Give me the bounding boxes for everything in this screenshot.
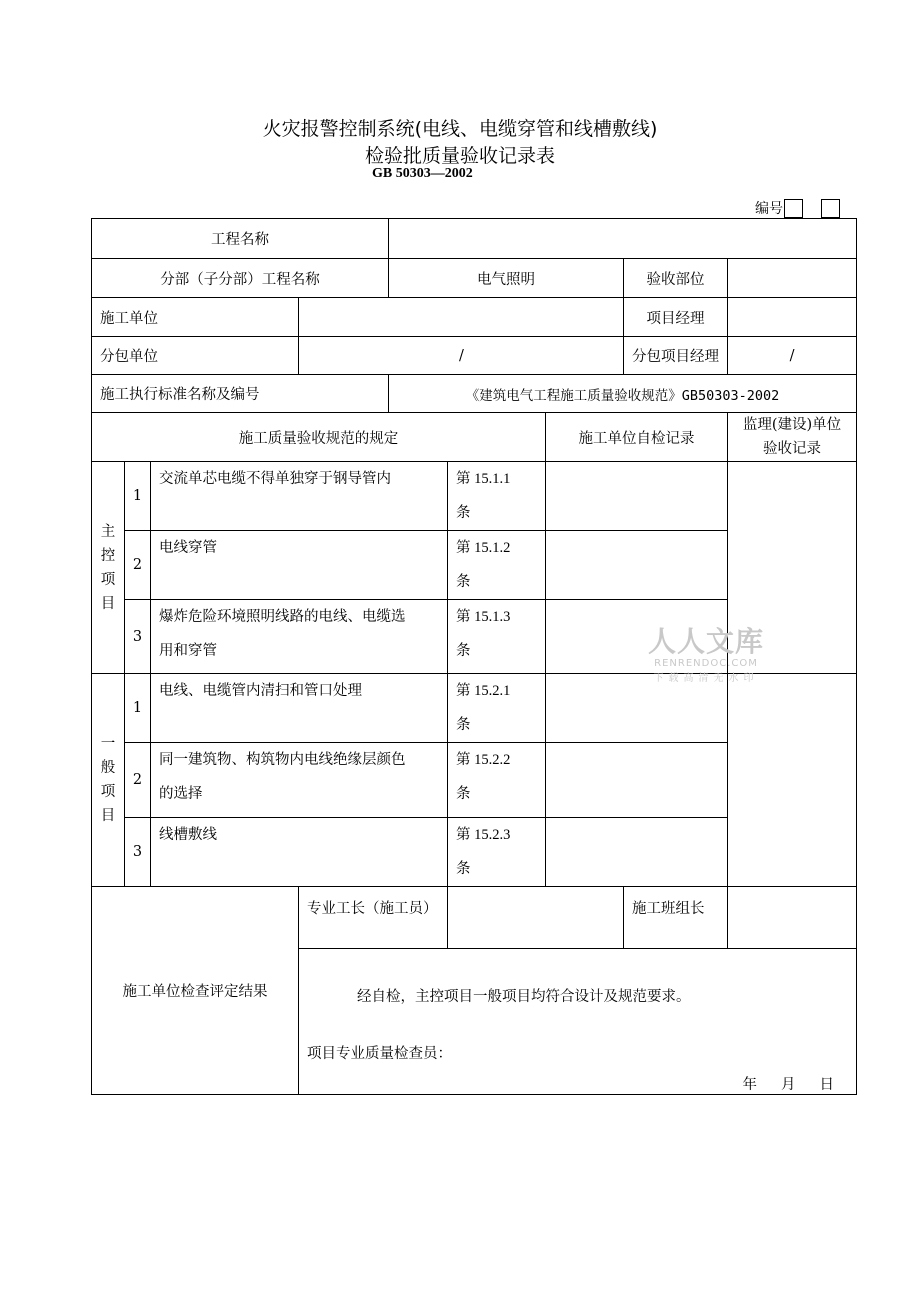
item-description: 交流单芯电缆不得单独穿于钢导管内 bbox=[151, 462, 448, 531]
acceptance-part-label: 验收部位 bbox=[624, 259, 728, 298]
watermark-brand: 人人文库 bbox=[648, 625, 765, 658]
table-row bbox=[92, 462, 857, 531]
subproject-label: 分部（子分部）工程名称 bbox=[92, 259, 389, 298]
self-check-cell[interactable] bbox=[546, 674, 728, 743]
item-description: 电线、电缆管内清扫和管口处理 bbox=[151, 674, 448, 743]
project-name-field[interactable] bbox=[389, 219, 857, 259]
item-clause: 第 15.2.3 条 bbox=[448, 818, 546, 887]
supervisor-cell-main[interactable] bbox=[728, 462, 857, 674]
result-label: 施工单位检查评定结果 bbox=[92, 887, 299, 1095]
item-description: 线槽敷线 bbox=[151, 818, 448, 887]
date-day: 日 bbox=[819, 1077, 835, 1093]
foreman-label: 专业工长（施工员） bbox=[299, 887, 448, 949]
self-check-cell[interactable] bbox=[546, 818, 728, 887]
col-header-self-check: 施工单位自检记录 bbox=[546, 413, 728, 462]
subcontractor-value: / bbox=[459, 347, 464, 364]
subproject-field[interactable]: 电气照明 bbox=[389, 259, 624, 298]
contractor-field-visible[interactable] bbox=[299, 298, 624, 337]
sub-pm-field[interactable]: / bbox=[728, 337, 857, 375]
acceptance-record-table bbox=[91, 218, 857, 1095]
acceptance-part-field[interactable] bbox=[728, 259, 857, 298]
table-row bbox=[92, 674, 857, 743]
col-header-supervisor-line1: 监理(建设)单位 bbox=[742, 417, 842, 433]
date-year: 年 bbox=[742, 1077, 758, 1093]
watermark-url: RENRENDOC.COM bbox=[654, 658, 758, 669]
watermark-tagline: 下载高清无水印 bbox=[653, 673, 759, 684]
serial-number bbox=[755, 198, 840, 218]
item-clause: 第 15.1.3 条 bbox=[448, 600, 546, 674]
general-items-group-label: 一 般 项 目 bbox=[92, 674, 125, 887]
form-title-line1: 火灾报警控制系统(电线、电缆穿管和线槽敷线) bbox=[262, 118, 658, 140]
item-description: 同一建筑物、构筑物内电线绝缘层颜色 的选择 bbox=[151, 743, 448, 818]
item-clause: 第 15.1.1 条 bbox=[448, 462, 546, 531]
sub-pm-label: 分包项目经理 bbox=[624, 337, 728, 375]
project-manager-field[interactable] bbox=[728, 298, 857, 337]
serial-label: 编号 bbox=[755, 201, 783, 217]
item-clause: 第 15.1.2 条 bbox=[448, 531, 546, 600]
main-items-group-label: 主 控 项 目 bbox=[92, 462, 125, 674]
serial-box-2[interactable] bbox=[821, 199, 840, 218]
item-number: 1 bbox=[125, 462, 151, 531]
standard-code: GB 50303—2002 bbox=[372, 166, 473, 181]
team-leader-label: 施工班组长 bbox=[624, 887, 728, 949]
item-number: 2 bbox=[125, 743, 151, 818]
col-header-spec: 施工质量验收规范的规定 bbox=[92, 413, 546, 462]
item-description: 爆炸危险环境照明线路的电线、电缆选 用和穿管 bbox=[151, 600, 448, 674]
item-number: 3 bbox=[125, 818, 151, 887]
item-number: 1 bbox=[125, 674, 151, 743]
item-description: 电线穿管 bbox=[151, 531, 448, 600]
serial-box-1[interactable] bbox=[784, 199, 803, 218]
item-number: 3 bbox=[125, 600, 151, 674]
result-conclusion: 经自检，主控项目一般项目均符合设计及规范要求。 bbox=[357, 989, 691, 1005]
self-check-cell[interactable] bbox=[546, 743, 728, 818]
subcontractor-field[interactable] bbox=[299, 337, 624, 375]
item-number: 2 bbox=[125, 531, 151, 600]
item-clause: 第 15.2.1 条 bbox=[448, 674, 546, 743]
team-leader-field[interactable] bbox=[728, 887, 857, 949]
contractor-label: 施工单位 bbox=[92, 298, 299, 337]
self-check-cell[interactable] bbox=[546, 462, 728, 531]
inspector-label: 项目专业质量检查员： bbox=[307, 1046, 452, 1062]
project-manager-label: 项目经理 bbox=[624, 298, 728, 337]
foreman-field[interactable] bbox=[448, 887, 624, 949]
supervisor-cell-general[interactable] bbox=[728, 674, 857, 887]
result-content bbox=[299, 949, 857, 1095]
col-header-supervisor bbox=[728, 413, 857, 462]
col-header-supervisor-line2: 验收记录 bbox=[763, 441, 822, 457]
subcontractor-label: 分包单位 bbox=[92, 337, 299, 375]
exec-standard-field[interactable]: 《建筑电气工程施工质量验收规范》GB50303-2002 bbox=[389, 375, 857, 413]
date-month: 月 bbox=[781, 1077, 796, 1093]
exec-standard-label: 施工执行标准名称及编号 bbox=[92, 375, 389, 413]
result-date[interactable] bbox=[307, 1073, 848, 1094]
self-check-cell[interactable] bbox=[546, 600, 728, 674]
item-clause: 第 15.2.2 条 bbox=[448, 743, 546, 818]
project-name-label: 工程名称 bbox=[92, 219, 389, 259]
form-title-line2: 检验批质量验收记录表 bbox=[364, 145, 555, 167]
self-check-cell[interactable] bbox=[546, 531, 728, 600]
